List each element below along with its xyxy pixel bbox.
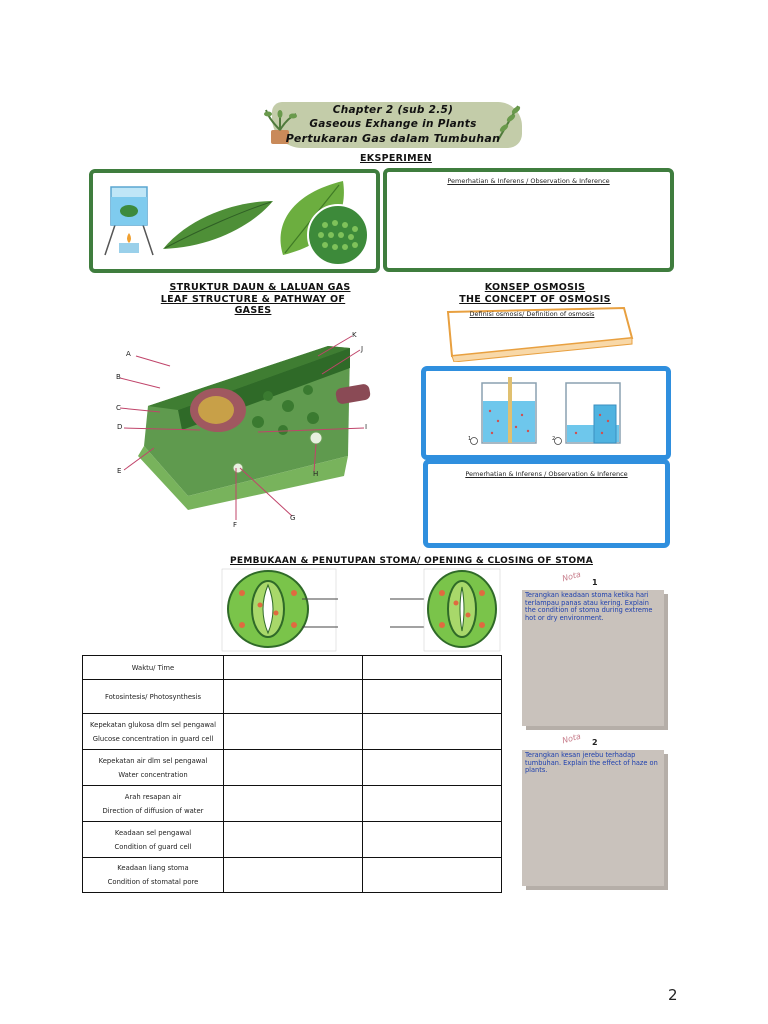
leaf-label-k: K: [352, 331, 357, 339]
beaker-2-label: 2: [552, 436, 556, 442]
leaf-label-h: H: [313, 470, 319, 478]
observation-caption: Pemerhatian & Inferens / Observation & Inference: [447, 177, 610, 185]
table-cell[interactable]: [363, 656, 502, 680]
beaker-2-icon: [566, 383, 620, 443]
table-row: [83, 750, 502, 786]
leaf-label-e: E: [117, 467, 122, 475]
table-row: [83, 822, 502, 858]
stoma-closed-diagram: [390, 567, 502, 653]
osmosis-definition-label[interactable]: Definisi osmosis/ Definition of osmosis: [469, 310, 595, 318]
note-2-tag: Nota: [561, 731, 582, 746]
beaker-1-icon: [482, 377, 536, 443]
osmosis-beakers-frame: [421, 366, 671, 460]
beaker-1-label: 1: [468, 436, 472, 442]
leaf-label-f: F: [233, 521, 238, 529]
table-cell[interactable]: [363, 750, 502, 786]
osmosis-heading-en: THE CONCEPT OF OSMOSIS: [459, 294, 611, 305]
chapter-banner: [262, 100, 524, 150]
table-row: [83, 714, 502, 750]
leaf-label-g: G: [290, 514, 296, 522]
leaf-cross-section-diagram: [108, 326, 388, 536]
row-label: Waktu/ Time: [83, 656, 224, 680]
table-cell[interactable]: [224, 750, 363, 786]
leaf-label-d: D: [117, 423, 123, 431]
row-label: Keadaan liang stoma Condition of stomatal pore: [83, 858, 224, 893]
leaf-heading-en: LEAF STRUCTURE & PATHWAY OF GASES: [160, 294, 346, 316]
experiment-observation-box[interactable]: [383, 168, 674, 272]
row-label: Kepekatan glukosa dlm sel pengawal Glucose concentration in guard cell: [83, 714, 224, 750]
leaf-label-i: I: [365, 423, 368, 431]
stoma-heading: PEMBUKAAN & PENUTUPAN STOMA/ OPENING & CLOSING OF STOMA: [230, 556, 593, 566]
row-label: Fotosintesis/ Photosynthesis: [83, 680, 224, 714]
row-label: Kepekatan air dlm sel pengawal Water concentration: [83, 750, 224, 786]
osmosis-observation-caption: Pemerhatian & Inferens / Observation & Inference: [465, 470, 628, 478]
chapter-subtitle-en: Gaseous Exhange in Plants: [309, 118, 477, 130]
table-row: [83, 858, 502, 893]
leaf-heading-ms: STRUKTUR DAUN & LALUAN GAS: [169, 282, 351, 293]
chapter-title: Chapter 2 (sub 2.5): [332, 104, 454, 116]
table-cell[interactable]: [363, 822, 502, 858]
table-cell[interactable]: [224, 786, 363, 822]
row-label: Keadaan sel pengawal Condition of guard cell: [83, 822, 224, 858]
note-2-text: Terangkan kesan jerebu terhadap tumbuhan. Explain the effect of haze on plants.: [525, 751, 658, 775]
leaf-label-a: A: [126, 350, 131, 358]
experiment-illustrations: [93, 173, 376, 269]
table-cell[interactable]: [224, 680, 363, 714]
table-cell[interactable]: [224, 822, 363, 858]
table-row: [83, 786, 502, 822]
table-cell[interactable]: [363, 680, 502, 714]
note-card-1[interactable]: [522, 590, 664, 726]
osmosis-observation-box[interactable]: [423, 459, 670, 548]
note-1-number: 1: [592, 578, 598, 587]
leaf-label-c: C: [116, 404, 121, 412]
table-row: [83, 680, 502, 714]
table-cell[interactable]: [363, 786, 502, 822]
experiment-image-frame: [89, 169, 380, 273]
beaker-apparatus-icon: [105, 187, 153, 255]
table-cell[interactable]: [363, 714, 502, 750]
leaf-label-b: B: [116, 373, 121, 381]
table-cell[interactable]: [224, 656, 363, 680]
leaf-label-j: J: [361, 345, 364, 353]
leaf-photo-icon: [163, 201, 273, 249]
table-cell[interactable]: [363, 858, 502, 893]
table-cell[interactable]: [224, 714, 363, 750]
page-number: 2: [668, 986, 678, 1004]
experiment-heading: EKSPERIMEN: [360, 153, 432, 164]
stoma-open-diagram: [220, 567, 340, 653]
table-row: [83, 656, 502, 680]
osmosis-heading-ms: KONSEP OSMOSIS: [484, 282, 586, 293]
stoma-comparison-table: [82, 655, 502, 893]
table-cell[interactable]: [224, 858, 363, 893]
chapter-subtitle-ms: Pertukaran Gas dalam Tumbuhan: [285, 132, 501, 145]
note-2-number: 2: [592, 738, 598, 747]
row-label: Arah resapan air Direction of diffusion of water: [83, 786, 224, 822]
note-1-tag: Nota: [561, 569, 582, 584]
note-1-text: Terangkan keadaan stoma ketika hari terlampau panas atau kering. Explain the condition of stoma during extreme hot or dry environment.: [525, 591, 653, 622]
note-card-2[interactable]: [522, 750, 664, 886]
